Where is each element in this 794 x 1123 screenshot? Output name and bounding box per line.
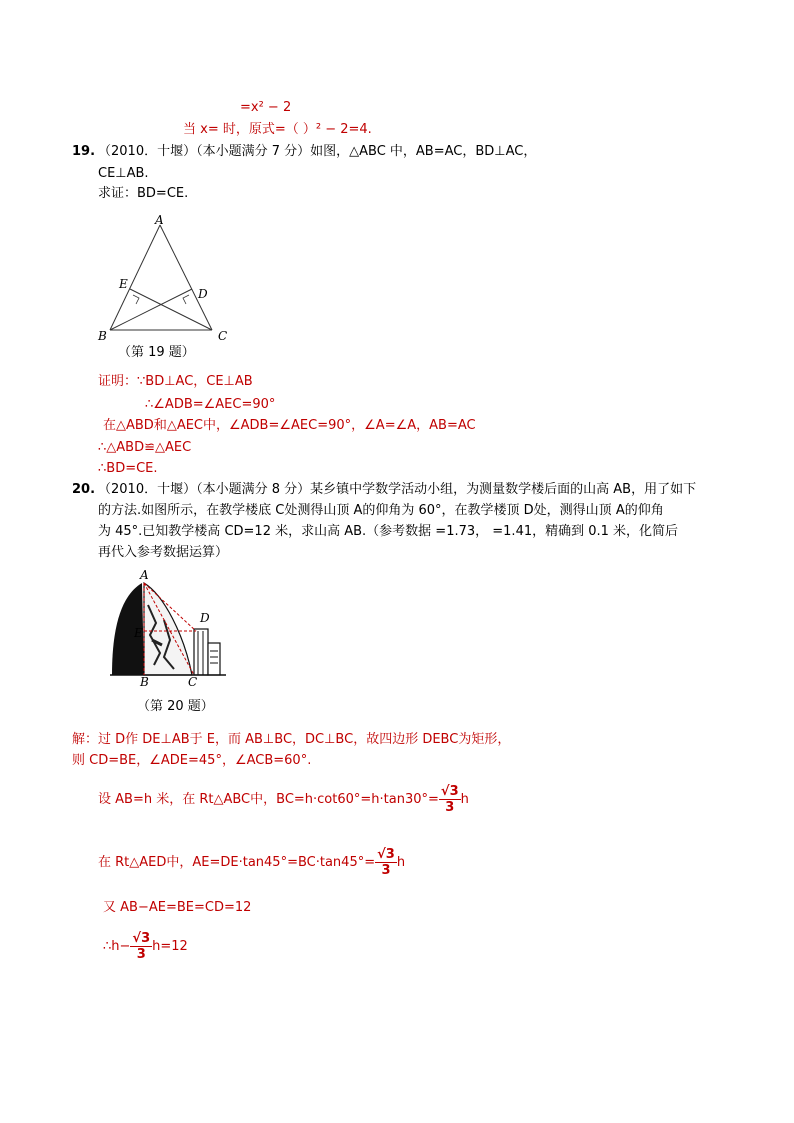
q19-number: 19. <box>72 144 96 159</box>
q20-solution-3 <box>98 784 469 815</box>
q20-stem-4: 再代入参考数据运算） <box>98 545 229 560</box>
sqrt3-over-3-fraction <box>439 784 461 815</box>
q19-stem: （2010．十堰）（本小题满分 7 分）如图，△ABC 中，AB=AC，BD⊥AC， <box>98 144 537 159</box>
q19-solution-1: 证明：∵BD⊥AC，CE⊥AB <box>98 374 253 389</box>
fraction-denominator: 3 <box>445 800 455 815</box>
q19-label-a: A <box>155 213 164 227</box>
q20-label-c: C <box>188 675 198 687</box>
expression-line: =x² − 2 <box>240 100 292 115</box>
fraction-denominator: 3 <box>381 863 391 878</box>
q19-label-c: C <box>218 329 228 343</box>
q20-stem-3: 为 45°.已知教学楼高 CD=12 米，求山高 AB.（参考数据 =1.73， =1.41，精确到 0.1 米，化简后 <box>98 524 679 539</box>
q19-caption: （第 19 题） <box>118 345 195 360</box>
q19-solution-4: ∴△ABD≌△AEC <box>98 440 192 455</box>
q20-label-a: A <box>140 568 149 582</box>
q20-solution-2: 则 CD=BE，∠ADE=45°，∠ACB=60°. <box>72 753 312 768</box>
sqrt3-over-3-fraction <box>375 847 397 878</box>
q20-stem-1: （2010．十堰）（本小题满分 8 分）某乡镇中学数学活动小组，为测量数学楼后面的山高 AB，用了如下 <box>98 482 697 497</box>
sqrt3-over-3-fraction <box>130 931 152 962</box>
q19-label-d: D <box>198 287 208 301</box>
fraction-numerator: √3 <box>440 784 459 799</box>
q20-solution-4 <box>98 847 405 878</box>
q20-stem-2: 的方法.如图所示，在教学楼底 C处测得山顶 A的仰角为 60°，在教学楼顶 D处，测得山顶 A的仰角 <box>98 503 664 518</box>
q19-label-b: B <box>98 329 107 343</box>
q19-stem-continued: CE⊥AB. <box>98 166 149 181</box>
fraction-numerator: √3 <box>377 847 395 862</box>
q19-triangle-figure <box>94 212 244 347</box>
q20-label-d: D <box>200 611 210 625</box>
q19-solution-5: ∴BD=CE. <box>98 461 158 476</box>
substitution-line: 当 x= 时，原式=（ ）² − 2=4. <box>183 122 372 137</box>
q20-solution-6-tail: h=12 <box>152 939 188 954</box>
q20-solution-1: 解：过 D作 DE⊥AB于 E，而 AB⊥BC，DC⊥BC，故四边形 DEBC为矩形， <box>72 732 511 747</box>
q20-label-b: B <box>140 675 149 687</box>
q20-solution-3-text: 设 AB=h 米，在 Rt△ABC中，BC=h·cot60°=h·tan30°= <box>98 792 439 807</box>
q20-solution-4-text: 在 Rt△AED中，AE=DE·tan45°=BC·tan45°= <box>98 855 376 870</box>
q19-label-e: E <box>119 277 128 291</box>
q19-solution-3: 在△ABD和△AEC中，∠ADB=∠AEC=90°，∠A=∠A，AB=AC <box>103 418 476 433</box>
q20-solution-6 <box>103 931 188 962</box>
fraction-numerator: √3 <box>132 931 151 946</box>
q20-label-e: E <box>134 626 143 640</box>
q19-solution-2: ∴∠ADB=∠AEC=90° <box>145 397 276 412</box>
q20-solution-6-text: ∴h− <box>103 939 131 954</box>
q20-solution-3-tail: h <box>460 792 469 807</box>
q20-solution-4-tail: h <box>396 855 406 870</box>
q20-caption: （第 20 题） <box>137 699 214 714</box>
q20-number: 20. <box>72 482 96 497</box>
q19-prove: 求证：BD=CE. <box>98 186 189 201</box>
q20-mountain-figure <box>104 565 234 687</box>
q20-solution-5: 又 AB−AE=BE=CD=12 <box>103 900 252 915</box>
fraction-denominator: 3 <box>136 947 146 962</box>
